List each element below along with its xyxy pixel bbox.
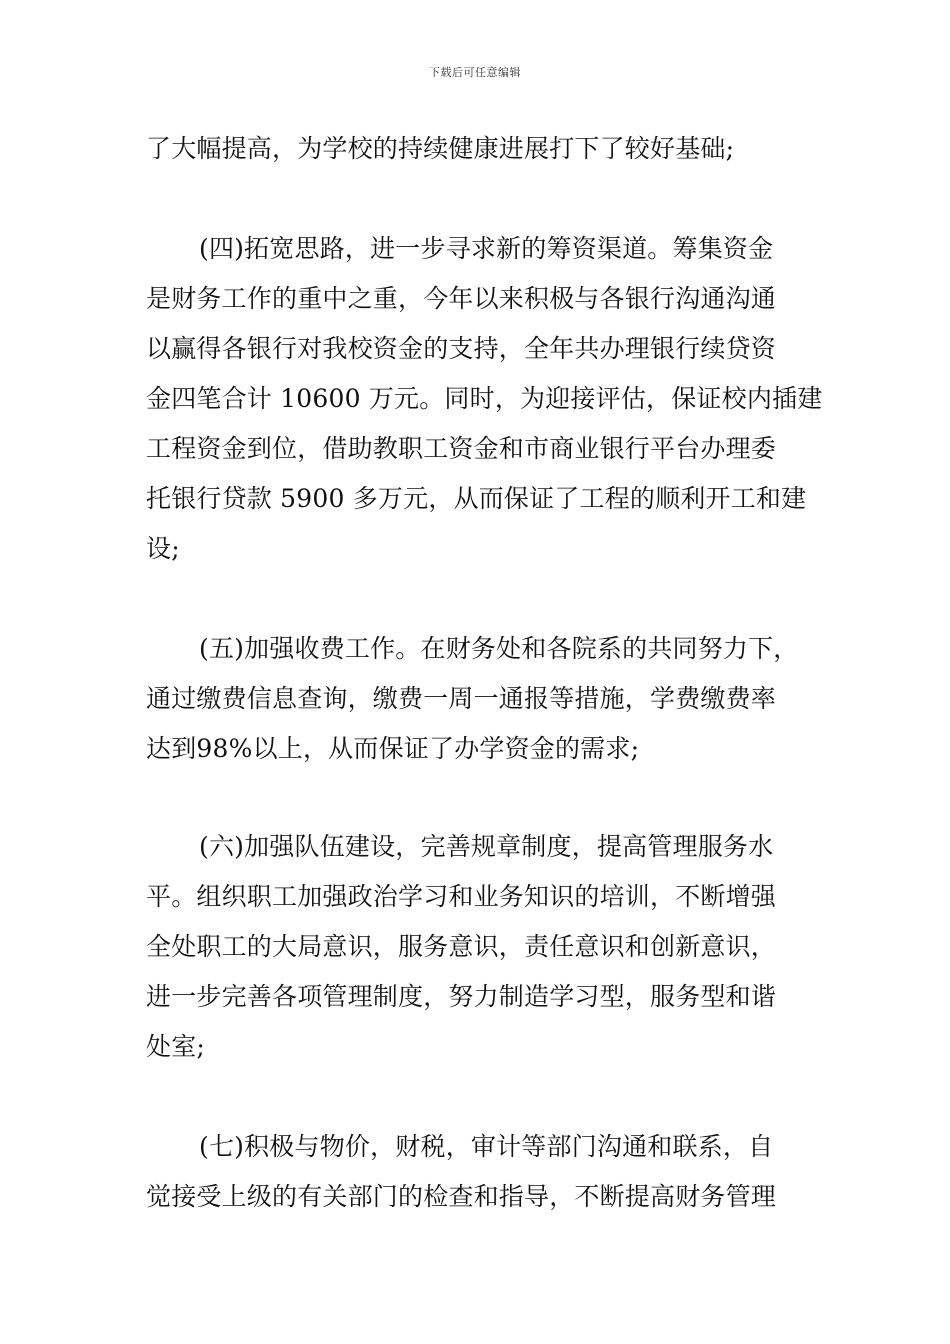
text-line: 全处职工的大局意识，服务意识，责任意识和创新意识， <box>146 932 777 961</box>
text-line: 达到98%以上，从而保证了办学资金的需求; <box>146 734 640 763</box>
text-line: 进一步完善各项管理制度，努力制造学习型，服务型和谐 <box>146 982 777 1011</box>
header-note: 下载后可任意编辑 <box>429 66 521 79</box>
text-line: 通过缴费信息查询，缴费一周一通报等措施，学费缴费率 <box>146 684 777 713</box>
text-line: 处室; <box>146 1032 206 1061</box>
paragraph-start-line: (四)拓宽思路，进一步寻求新的筹资渠道。筹集资金 <box>199 234 774 263</box>
paragraph-start-line: (七)积极与物价，财税，审计等部门沟通和联系，自 <box>199 1132 774 1161</box>
paragraph-start-line: (五)加强收费工作。在财务处和各院系的共同努力下， <box>199 634 799 663</box>
text-line: 金四笔合计 10600 万元。同时，为迎接评估，保证校内插建 <box>146 384 823 413</box>
text-line: 平。组织职工加强政治学习和业务知识的培训，不断增强 <box>146 882 777 911</box>
text-line: 工程资金到位，借助教职工资金和市商业银行平台办理委 <box>146 434 777 463</box>
text-line: 是财务工作的重中之重，今年以来积极与各银行沟通沟通 <box>146 284 777 313</box>
text-line: 了大幅提高，为学校的持续健康进展打下了较好基础; <box>146 134 735 163</box>
text-line: 以赢得各银行对我校资金的支持，全年共办理银行续贷资 <box>146 334 777 363</box>
text-line: 托银行贷款 5900 多万元，从而保证了工程的顺利开工和建 <box>146 484 807 513</box>
text-line: 设; <box>146 534 180 563</box>
paragraph-start-line: (六)加强队伍建设，完善规章制度，提高管理服务水 <box>199 832 774 861</box>
text-line: 觉接受上级的有关部门的检查和指导，不断提高财务管理 <box>146 1182 777 1211</box>
